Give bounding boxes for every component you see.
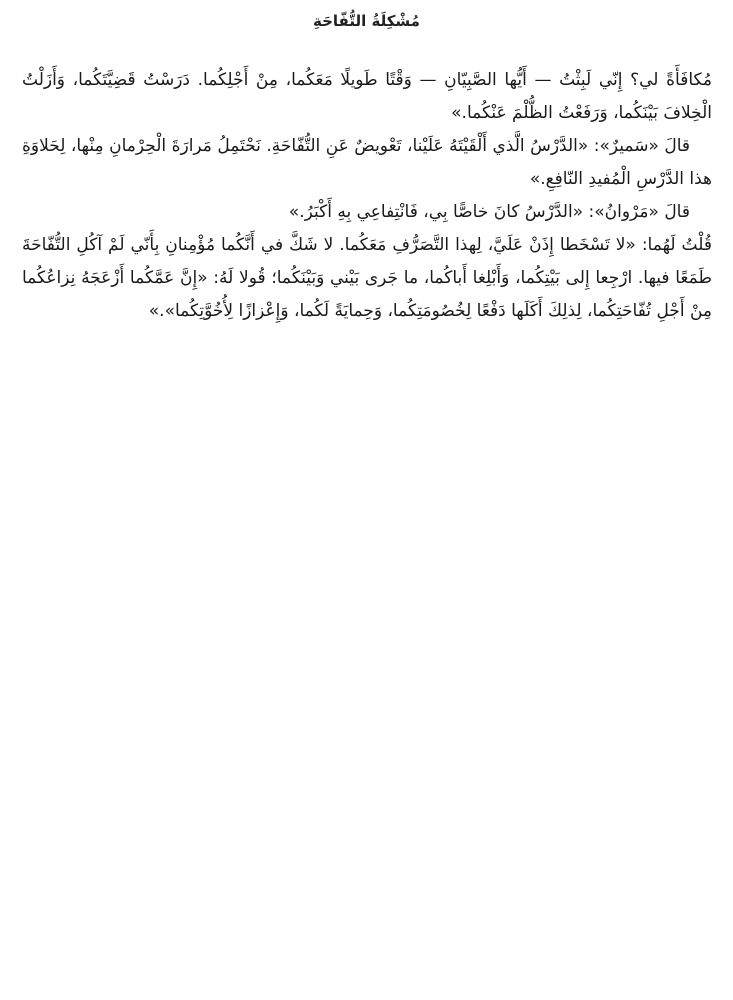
body-text [22,64,712,328]
paragraph-marwan: قالَ «مَرْوانُ»: «الدَّرْسُ كانَ خاصًّا بِي، فَانْتِفاعِي بِهِ أَكْبَرُ.» [288,202,690,222]
paragraph-narrator: قُلْتُ لَهُما: «لا تَسْخَطا إِذَنْ عَلَيَّ، لِهذا التَّصَرُّفِ مَعَكُما. لا شَكَّ في أَنَّكُما مُؤْمِنانِ بِأَنّي لَمْ آكُلِ التُّفّاحَةَ طَمَعًا فيها. ارْجِعا إِلى بَيْتِكُما، وَأَبْلِغا أَباكُما، ما جَرى بَيْني وَبَيْنَكُما؛ قُولا لَهُ: «إِنَّ عَمَّكُما أَزْعَجَهُ نِزاعُكُما مِنْ أَجْلِ تُفّاحَتِكُما، لِذلِكَ أَكَلَها دَفْعًا لِخُصُومَتِكُما، وَحِمايَةً لَكُما، وَإِعْزازًا لِأُخُوَّتِكُما».» [22,235,712,321]
page-title: مُشْكِلَةُ التُّفّاحَةِ [313,12,420,30]
paragraph-reward: مُكافَأَةً لي؟ إِنّي لَبِثْتُ — أَيُّها الصَّبِيّانِ — وَقْتًا طَويلًا مَعَكُما، مِنْ أَجْلِكُما. دَرَسْتُ قَضِيَّتَكُما، وَأَزَلْتُ الْخِلافَ بَيْنَكُما، وَرَفَعْتُ الظُّلْمَ عَنْكُما.» [22,70,712,123]
paragraph-samir: قالَ «سَميرٌ»: «الدَّرْسُ الَّذي أَلْقَيْتَهُ عَلَيْنا، تَعْويضٌ عَنِ التُّفّاحَةِ. نَحْتَمِلُ مَرارَةَ الْحِرْمانِ مِنْها، لِحَلاوَةِ هذا الدَّرْسِ الْمُفيدِ النّافِعِ.» [22,136,712,189]
